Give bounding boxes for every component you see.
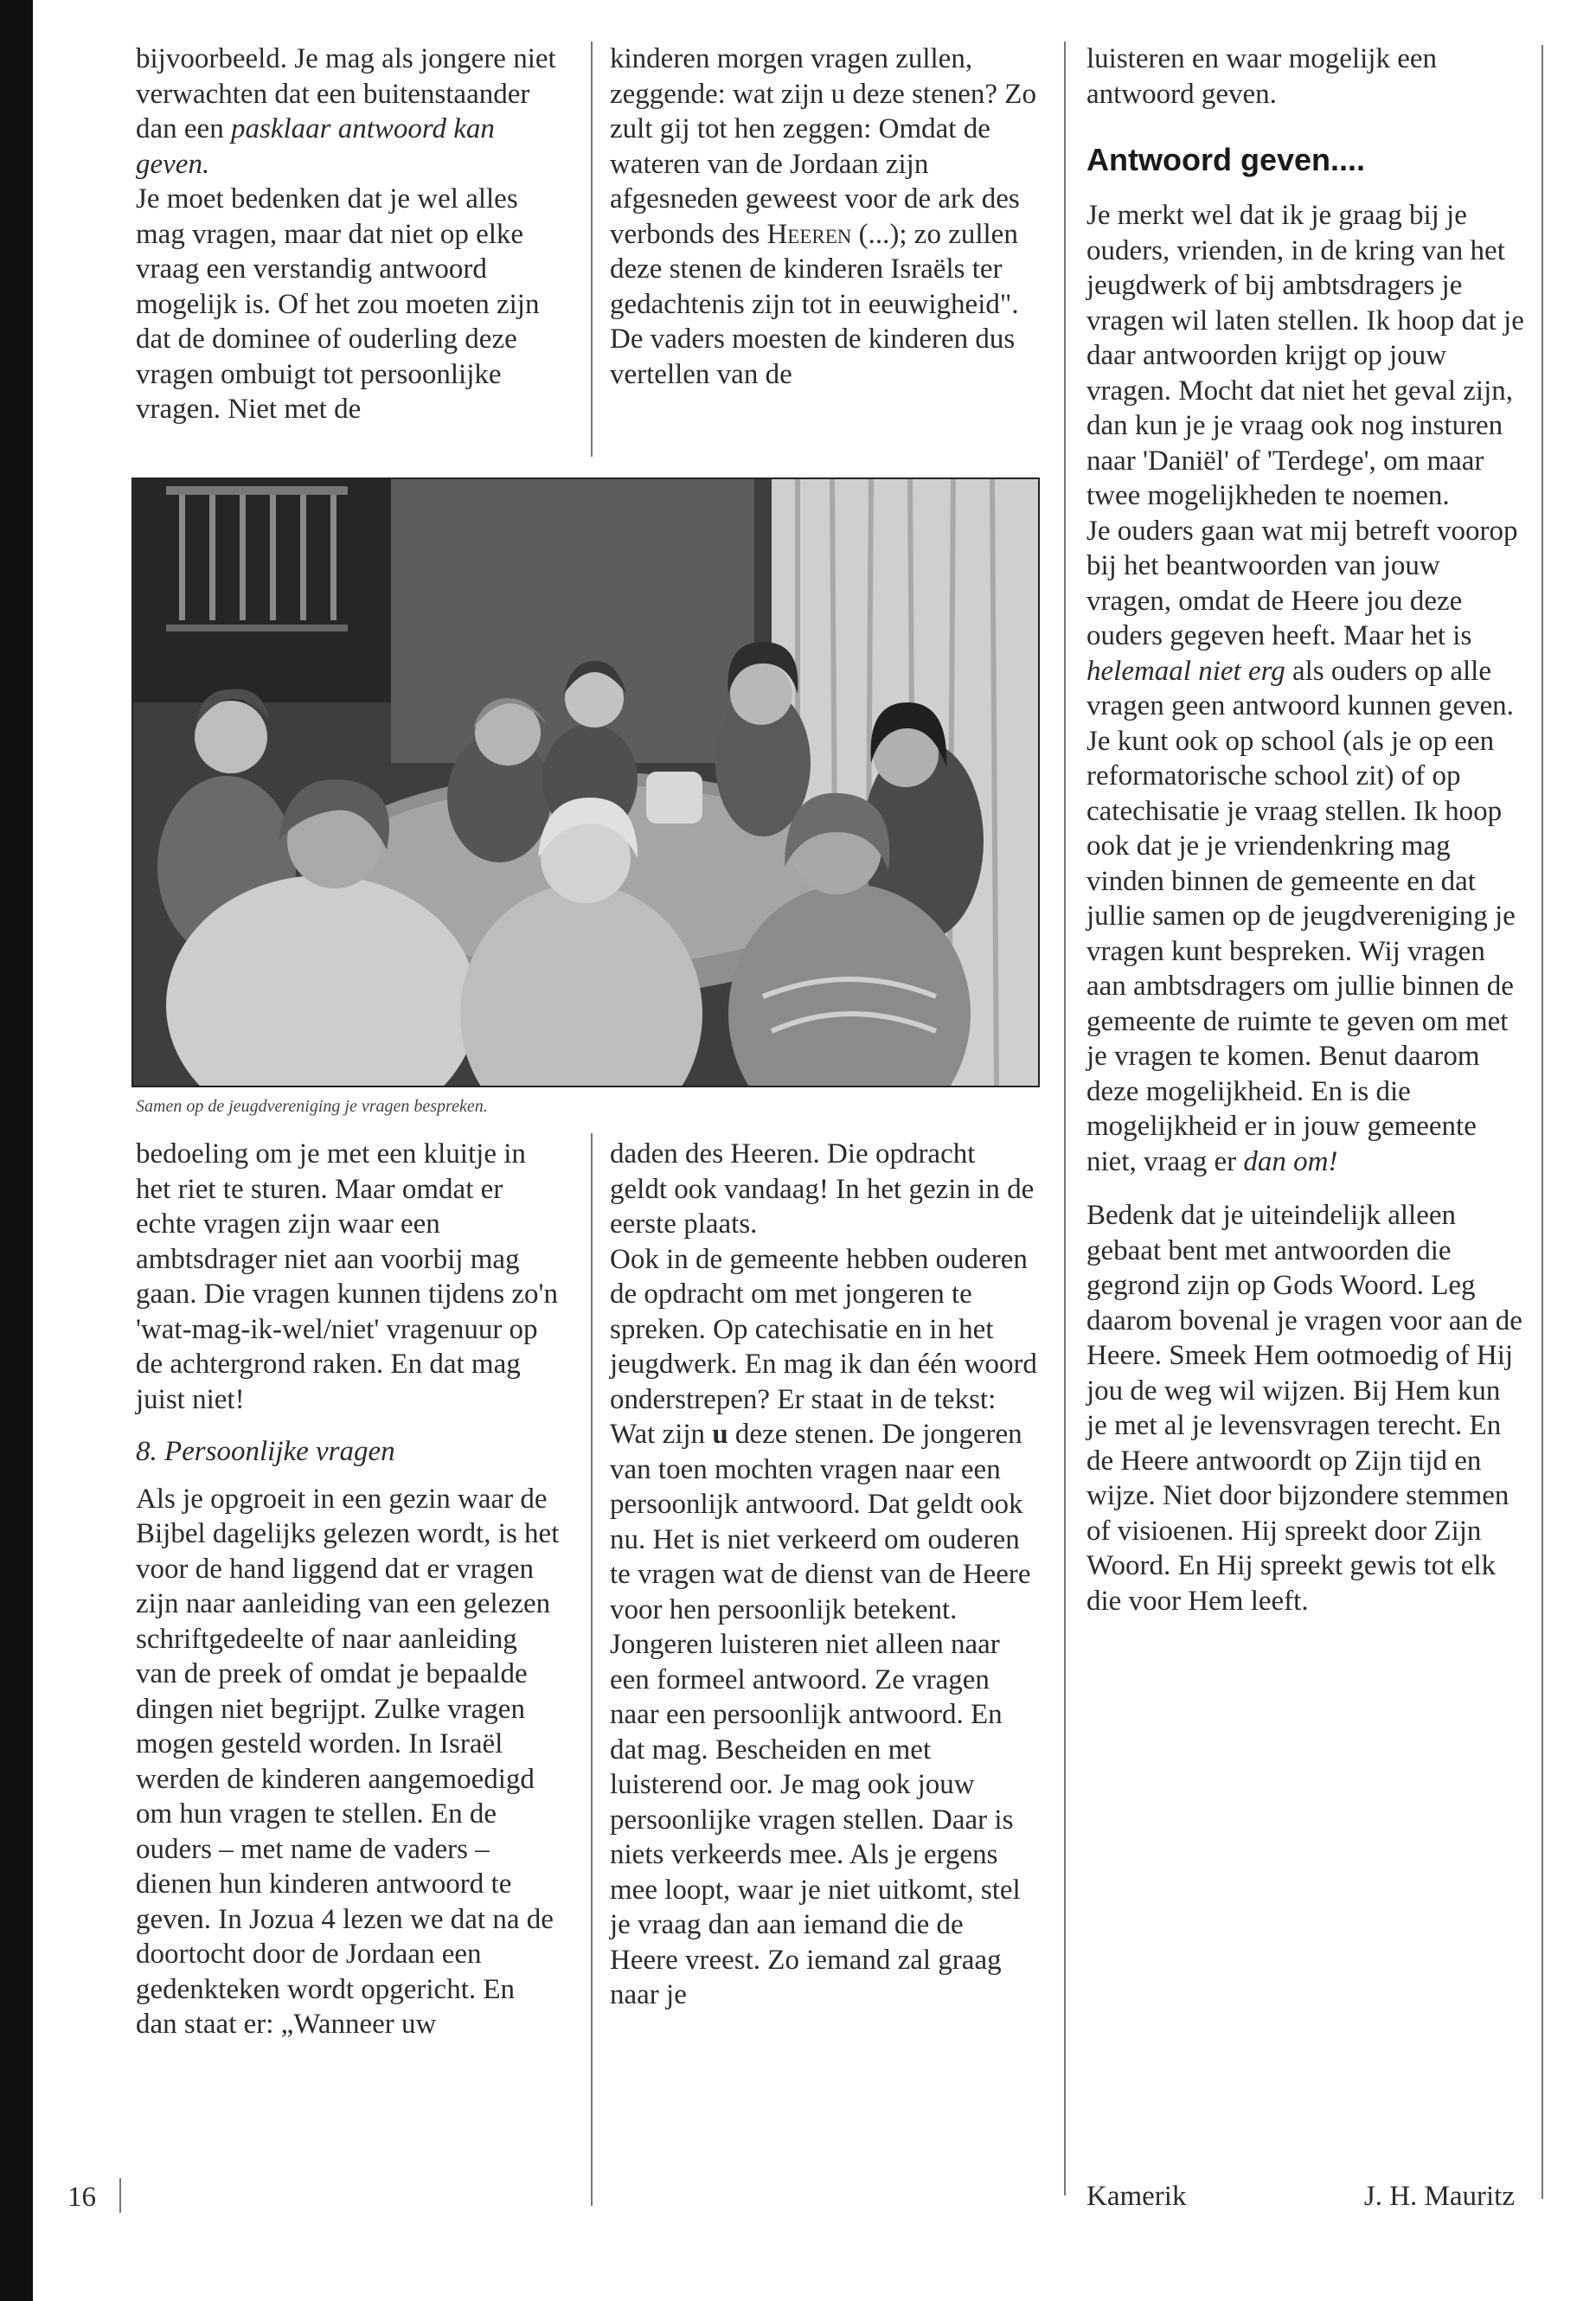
column-1-top [136,42,560,427]
column-3 [1086,42,1528,1618]
section-heading: Antwoord geven.... [1086,142,1366,177]
paragraph: Als je opgroeit in een gezin waar de Bijbel dagelijks gelezen wordt, is het voor de hand liggend dat er vragen zijn naar aanleiding van een gelezen schriftgedeelte of naar aanleiding van de preek of omdat je bepaalde dingen niet begrijpt. Zulke vragen mogen gesteld worden. In Israël werden de kinderen aangemoedigd om hun vragen te stellen. En de ouders – met name de vaders – dienen hun kinderen antwoord te geven. In Jozua 4 lezen we dat na de doortocht door de Jordaan een gedenkteken wordt opgericht. En dan staat er: „Wanneer uw [136,1483,560,2040]
column-rule-1-bottom [591,1133,593,2206]
column-2-bottom [610,1137,1038,2013]
column-2-top [610,42,1038,392]
photo-caption: Samen op de jeugdvereniging je vragen bespreken. [136,1097,488,1116]
signature-author: J. H. Mauritz [1363,2181,1515,2212]
paragraph: Bedenk dat je uiteindelijk alleen gebaat bent met antwoorden die gegrond zijn op Gods Woord. Leg daarom bovenal je vragen voor aan de Heere. Smeek Hem ootmoedig of Hij jou de weg wil wijzen. Bij Hem kun je met al je levensvragen terecht. En de Heere antwoordt op Zijn tijd en wijze. Niet door bijzondere stemmen of visioenen. Hij spreekt door Zijn Woord. En Hij spreekt gewis tot elk die voor Hem leeft. [1086,1200,1522,1617]
youth-meeting-photo [131,478,1040,1087]
paragraph: Je ouders gaan wat mij betreft voorop bij het beantwoorden van jouw vragen, omdat de Heere jou deze ouders gegeven heeft. Maar het is helemaal niet erg als ouders op alle vragen geen antwoord kunnen geven. Je kunt ook op school (als je op een reformatorische school zit) of op catechisatie je vraag stellen. Ik hoop ook dat je je vriendenkring mag vinden binnen de gemeente en dat jullie samen op de jeugdvereniging je vragen kunt bespreken. Wij vragen aan ambtsdragers om jullie binnen de gemeente de ruimte te geven om met je vragen te komen. Benut daarom deze mogelijkheid. En is die mogelijkheid er in jouw gemeente niet, vraag er dan om! [1086,515,1518,1177]
scan-edge-bar [0,0,33,2301]
column-1-bottom [136,1137,560,2042]
page-number-rule [119,2178,121,2213]
subheading: 8. Persoonlijke vragen [136,1436,395,1467]
paragraph: daden des Heeren. Die opdracht geldt ook vandaag! In het gezin in de eerste plaats. [610,1138,1035,1240]
column-rule-2 [1064,42,1066,2195]
paragraph: bedoeling om je met een kluitje in het riet te sturen. Maar omdat er echte vragen zijn waar een ambtsdrager niet aan voorbij mag gaan. Die vragen kunnen tijdens zo'n 'wat-mag-ik-wel/niet' vragenuur op de achtergrond raken. En dat mag juist niet! [136,1138,558,1415]
paragraph: bijvoorbeeld. Je mag als jongere niet verwachten dat een buitenstaander dan een pasklaar antwoord kan geven. Je moet bedenken dat je wel alles mag vragen, maar dat niet op elke vraag een verstandig antwoord mogelijk is. Of het zou moeten zijn dat de dominee of ouderling deze vragen ombuigt tot persoonlijke vragen. Niet met de [136,43,556,425]
column-rule-3 [1542,45,1543,2199]
signature-place: Kamerik [1086,2181,1187,2212]
intro-text: luisteren en waar mogelijk een antwoord geven. [1086,43,1438,110]
paragraph: Je merkt wel dat ik je graag bij je ouders, vrienden, in de kring van het jeugdwerk of bij ambtsdragers je vragen wil laten stellen. Ik hoop dat je daar antwoorden krijgt op jouw vragen. Mocht dat niet het geval zijn, dan kun je je vraag ook nog insturen naar 'Daniël' of 'Terdege', om maar twee mogelijkheden te noemen. [1086,200,1524,511]
paragraph: Ook in de gemeente hebben ouderen de opdracht om met jongeren te spreken. Op catechisatie en in het jeugdwerk. En mag ik dan één woord onderstrepen? Er staat in de tekst: Wat zijn u deze stenen. De jongeren van toen mochten vragen naar een persoonlijk antwoord. Dat geldt ook nu. Het is niet verkeerd om ouderen te vragen wat de dienst van de Heere voor hen persoonlijk betekent. Jongeren luisteren niet alleen naar een formeel antwoord. Ze vragen naar een persoonlijk antwoord. En dat mag. Bescheiden en met luisterend oor. Je mag ook jouw persoonlijke vragen stellen. Daar is niets verkeerds mee. Als je ergens mee loopt, waar je niet uitkomt, stel je vraag dan aan iemand die de Heere vreest. Zo iemand zal graag naar je [610,1243,1037,2010]
page-number: 16 [67,2182,96,2213]
paragraph: kinderen morgen vragen zullen, zeggende: wat zijn u deze stenen? Zo zult gij tot hen zeggen: Omdat de wateren van de Jordaan zijn afgesneden geweest voor de ark des verbonds des Heeren (...); zo zullen deze stenen de kinderen Israëls ter gedachtenis zijn tot in eeuwigheid". De vaders moesten de kinderen dus vertellen van de [610,43,1036,390]
column-rule-1 [591,42,593,457]
